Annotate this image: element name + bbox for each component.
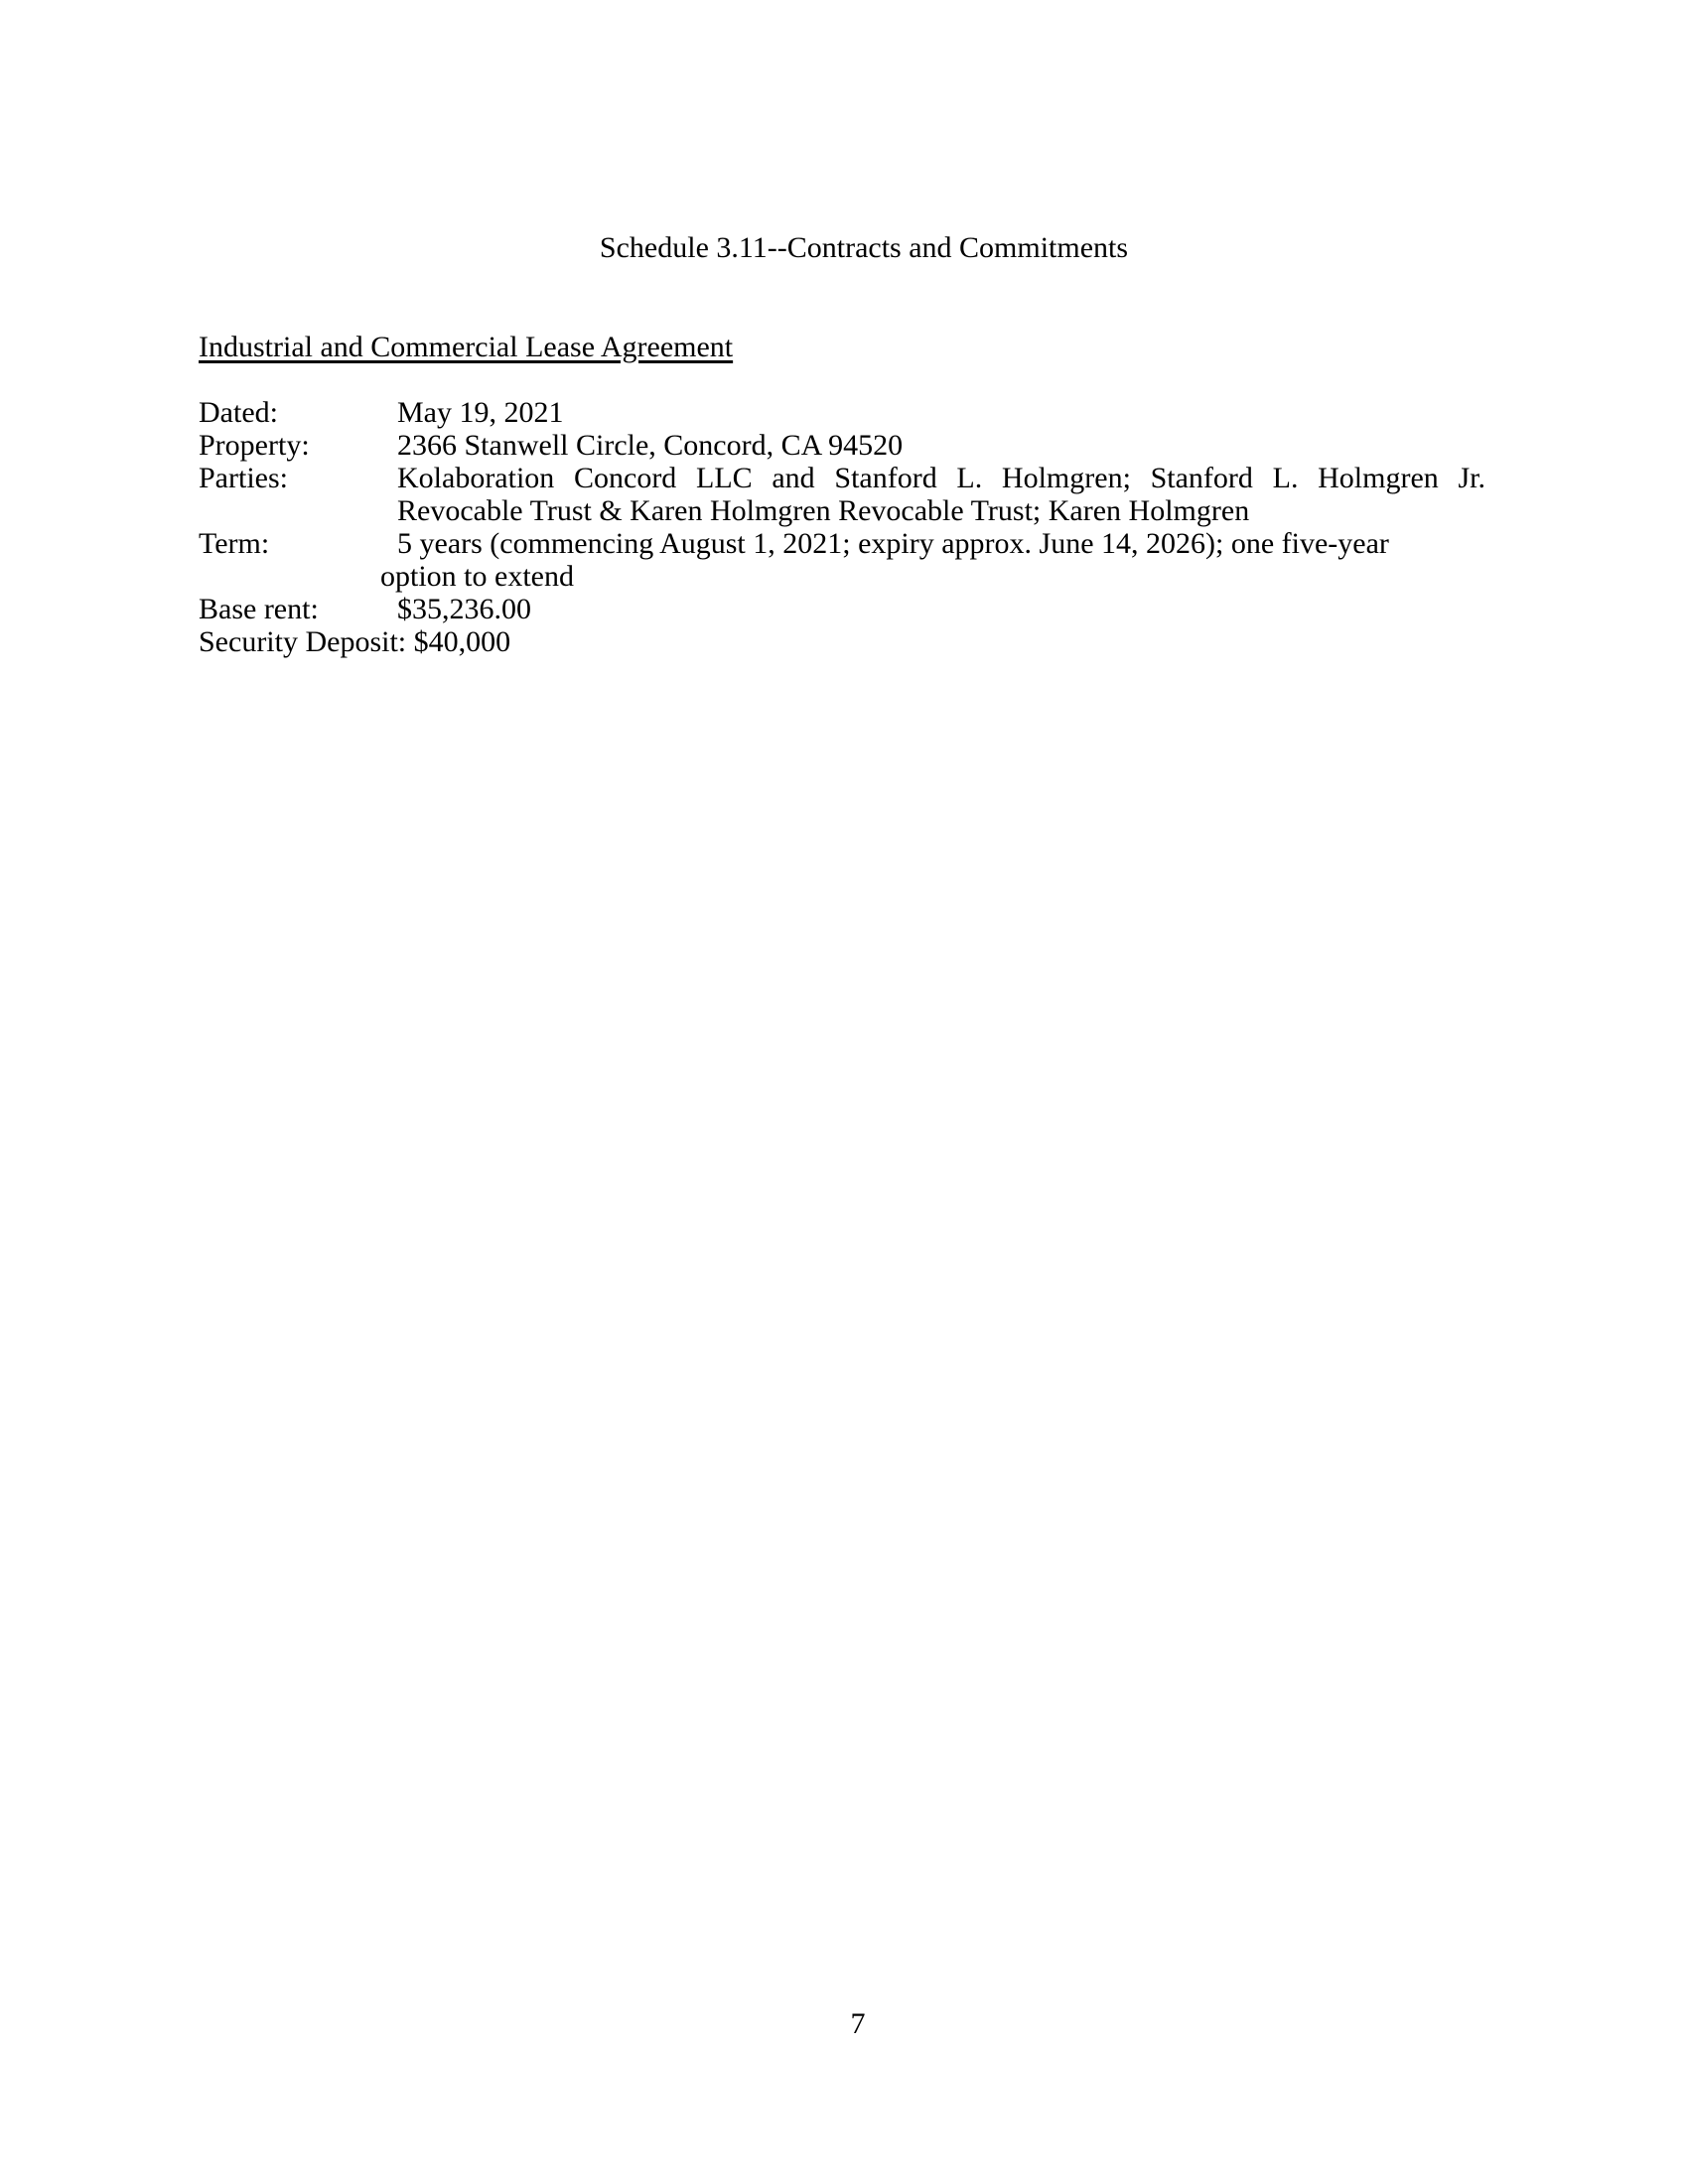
field-label-base-rent: Base rent: — [199, 593, 319, 625]
field-security-deposit — [199, 625, 1485, 658]
parties-line-1: Kolaboration Concord LLC and Stanford L. Holmgren; Stanford L. Holmgren Jr. — [397, 462, 1485, 494]
field-label-parties: Parties: — [199, 462, 288, 494]
term-line-2: option to extend — [380, 560, 574, 593]
page-number: 7 — [850, 2007, 866, 2040]
field-value-parties — [397, 462, 1485, 527]
section-heading: Industrial and Commercial Lease Agreement — [199, 331, 734, 363]
field-term — [199, 527, 1485, 593]
field-parties — [199, 462, 1485, 527]
lease-details — [199, 396, 1485, 658]
field-label-dated: Dated: — [199, 396, 278, 429]
field-value-security-deposit: $40,000 — [413, 625, 511, 658]
field-label-security-deposit: Security Deposit: — [199, 625, 407, 658]
field-base-rent — [199, 593, 1485, 625]
field-value-property: 2366 Stanwell Circle, Concord, CA 94520 — [397, 429, 904, 462]
field-label-property: Property: — [199, 429, 310, 462]
field-value-base-rent: $35,236.00 — [397, 593, 531, 625]
field-value-dated: May 19, 2021 — [397, 396, 564, 429]
parties-line-2: Revocable Trust & Karen Holmgren Revocable Trust; Karen Holmgren — [397, 494, 1250, 527]
field-dated — [199, 396, 1485, 429]
page-title: Schedule 3.11--Contracts and Commitments — [599, 231, 1129, 264]
term-line-1: 5 years (commencing August 1, 2021; expiry approx. June 14, 2026); one five-year — [397, 527, 1389, 560]
field-property — [199, 429, 1485, 462]
field-value-term — [380, 527, 1485, 593]
field-label-term: Term: — [199, 527, 270, 560]
